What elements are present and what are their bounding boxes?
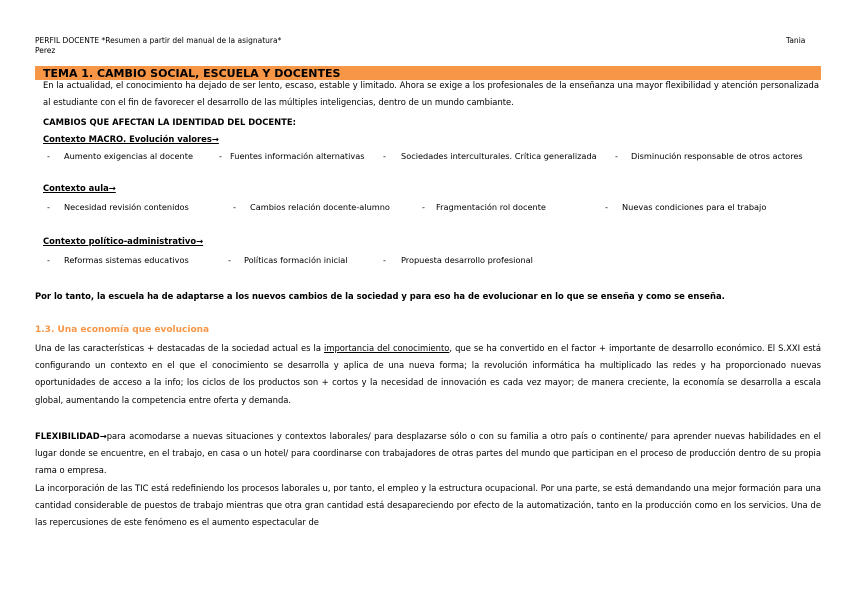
macro-dash-4: - [615,151,618,161]
economia-p1-after: , que se ha convertido en el factor + importante de desarrollo económico. El S.XXI está configurando un contexto en el que el conocimiento se desarrolla y aplica de una nueva forma; la revolución informática ha multiplicado las redes y ha proporcionado nuevas oportunidades de acceso a la info; los ciclos de los productos son + cortos y la necesidad de innovación es cada vez mayor; de manera creciente, la economía se desarrolla a escala global, aumentando la competencia entre oferta y demanda. [35,343,821,405]
tic-text: La incorporación de las TIC está redefiniendo los procesos laborales u, por tanto, el empleo y la estructura ocupacional. Por una parte, se está demandando una mejor formación para una cantidad considerable de puestos de trabajo mientras que otra gran cantidad está desapareciendo por efecto de la automatización, tanto en la producción como en los servicios. Una de las repercusiones de este fenómeno es el aumento espectacular de [35,483,821,528]
header-left-line-2: Perez [35,46,56,55]
aula-item-2: Cambios relación docente-alumno [250,202,390,212]
cambios-heading: CAMBIOS QUE AFECTAN LA IDENTIDAD DEL DOCENTE: [43,117,296,127]
aula-item-4: Nuevas condiciones para el trabajo [622,202,767,212]
politico-item-2: Políticas formación inicial [244,255,348,265]
macro-dash-1: - [47,151,50,161]
macro-dash-3: - [383,151,386,161]
macro-dash-2: - [219,151,222,161]
economia-p1-before: Una de las características + destacadas de la sociedad actual es la [35,343,324,353]
politico-dash-2: - [228,255,231,265]
macro-item-1: Aumento exigencias al docente [64,151,193,161]
aula-item-1: Necesidad revisión contenidos [64,202,189,212]
header-left-line-1: PERFIL DOCENTE *Resumen a partir del manual de la asignatura* [35,36,282,45]
politico-item-3: Propuesta desarrollo profesional [401,255,533,265]
macro-item-3: Sociedades interculturales. Crítica generalizada [401,151,597,161]
page-title: TEMA 1. CAMBIO SOCIAL, ESCUELA Y DOCENTES [43,67,341,80]
politico-item-1: Reformas sistemas educativos [64,255,189,265]
flexibilidad-label: FLEXIBILIDAD→ [35,431,107,441]
aula-item-3: Fragmentación rol docente [436,202,546,212]
tic-paragraph [35,480,821,532]
politico-heading: Contexto político-administrativo→ [43,236,204,246]
macro-item-2: Fuentes información alternativas [230,151,365,161]
aula-dash-1: - [47,202,50,212]
page-header-left [35,36,335,56]
aula-heading: Contexto aula→ [43,183,116,193]
macro-item-4: Disminución responsable de otros actores [631,151,803,161]
flexibilidad-text: para acomodarse a nuevas situaciones y contextos laborales/ para desplazarse sólo o con su familia a otro país o continente/ para aprender nuevas habilidades en el lugar donde se encuentre, en el trabajo, en casa o un hotel/ para coordinarse con trabajadores de otras partes del mundo que participan en el proceso de producción dentro de su propia rama o empresa. [35,431,821,476]
conclusion-paragraph: Por lo tanto, la escuela ha de adaptarse a los nuevos cambios de la sociedad y para eso ha de evolucionar en lo que se enseña y como se enseña. [35,291,725,301]
aula-dash-3: - [422,202,425,212]
macro-heading: Contexto MACRO. Evolución valores→ [43,134,219,144]
page-header-right: Tania [786,36,806,45]
aula-dash-4: - [605,202,608,212]
importancia-conocimiento-link: importancia del conocimiento [323,343,450,353]
flexibilidad-paragraph [35,428,821,480]
intro-paragraph: En la actualidad, el conocimiento ha dejado de ser lento, escaso, estable y limitado. Ahora se exige a los profesionales de la enseñanza una mayor flexibilidad y atención personalizada al estudiante con el fin de favorecer el desarrollo de las múltiples inteligencias, dentro de un mundo cambiante. [43,80,819,108]
politico-dash-3: - [383,255,386,265]
politico-dash-1: - [47,255,50,265]
aula-dash-2: - [233,202,236,212]
section-heading-1-3: 1.3. Una economía que evoluciona [35,325,210,335]
economia-paragraph-1 [35,340,821,409]
